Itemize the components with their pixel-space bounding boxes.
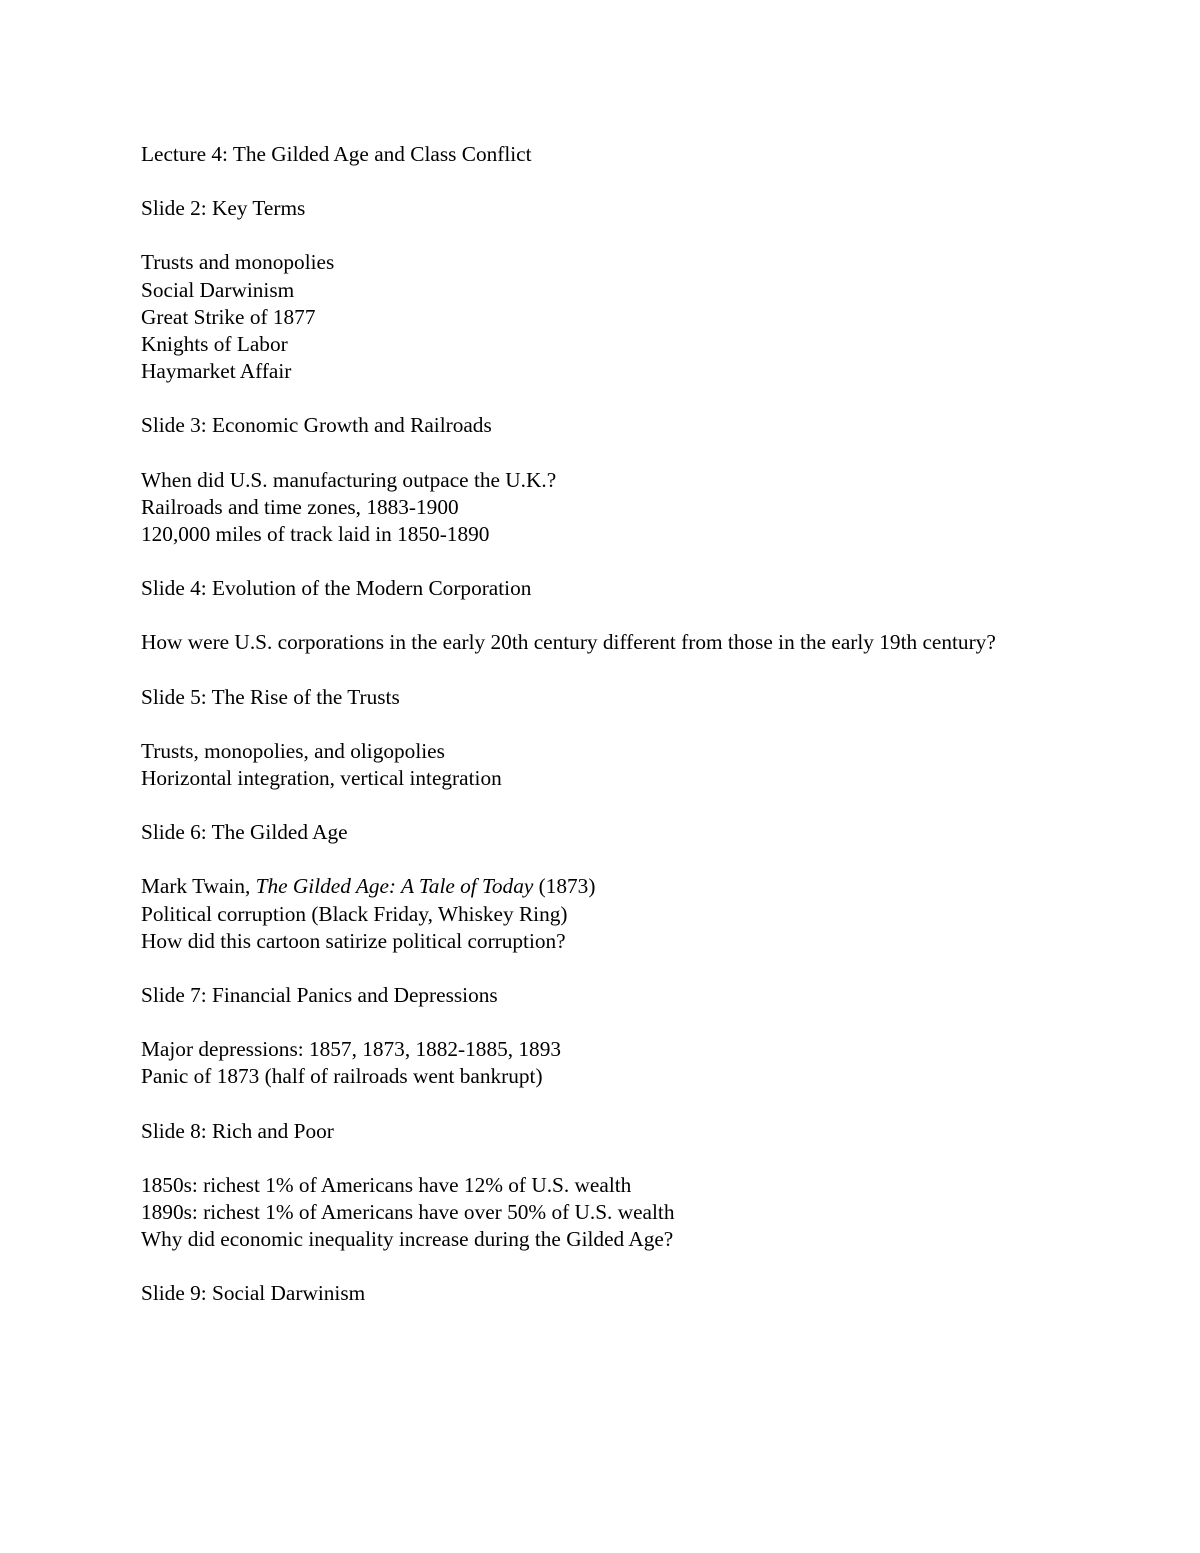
slide-heading: Slide 7: Financial Panics and Depressions [141, 983, 498, 1008]
list-item: Trusts, monopolies, and oligopolies [141, 738, 445, 763]
list-item: Political corruption (Black Friday, Whiskey Ring) [141, 901, 568, 926]
list-item: 1890s: richest 1% of Americans have over 50% of U.S. wealth [141, 1200, 675, 1225]
slide-heading: Slide 8: Rich and Poor [141, 1118, 334, 1143]
list-item: When did U.S. manufacturing outpace the U.K.? [141, 467, 557, 492]
list-item: Why did economic inequality increase during the Gilded Age? [141, 1227, 674, 1252]
twain-prefix: Mark Twain, [141, 874, 256, 899]
slide-heading: Slide 3: Economic Growth and Railroads [141, 413, 492, 438]
twain-suffix: (1873) [533, 874, 596, 899]
list-item: 120,000 miles of track laid in 1850-1890 [141, 522, 490, 547]
list-item: Horizontal integration, vertical integration [141, 766, 502, 791]
slide-heading: Slide 4: Evolution of the Modern Corporation [141, 576, 532, 601]
slide-heading: Slide 9: Social Darwinism [141, 1281, 366, 1306]
slide-heading: Slide 6: The Gilded Age [141, 820, 348, 845]
list-item: Knights of Labor [141, 332, 288, 357]
list-item: Trusts and monopolies [141, 250, 335, 275]
list-item: How did this cartoon satirize political corruption? [141, 928, 566, 953]
list-item: Panic of 1873 (half of railroads went bankrupt) [141, 1064, 543, 1089]
list-item: Great Strike of 1877 [141, 304, 316, 329]
list-item: How were U.S. corporations in the early 20th century different from those in the early 19th century? [141, 630, 996, 655]
lecture-title: Lecture 4: The Gilded Age and Class Conflict [141, 142, 532, 166]
list-item: Haymarket Affair [141, 359, 292, 384]
slide-heading: Slide 2: Key Terms [141, 196, 306, 221]
list-item-twain [141, 873, 1041, 900]
slide-heading: Slide 5: The Rise of the Trusts [141, 684, 400, 709]
list-item: Social Darwinism [141, 277, 295, 302]
book-title: The Gilded Age: A Tale of Today [255, 874, 534, 899]
document-body [141, 141, 1041, 1308]
list-item: Railroads and time zones, 1883-1900 [141, 494, 459, 519]
list-item: 1850s: richest 1% of Americans have 12% of U.S. wealth [141, 1172, 632, 1197]
list-item: Major depressions: 1857, 1873, 1882-1885, 1893 [141, 1037, 561, 1062]
